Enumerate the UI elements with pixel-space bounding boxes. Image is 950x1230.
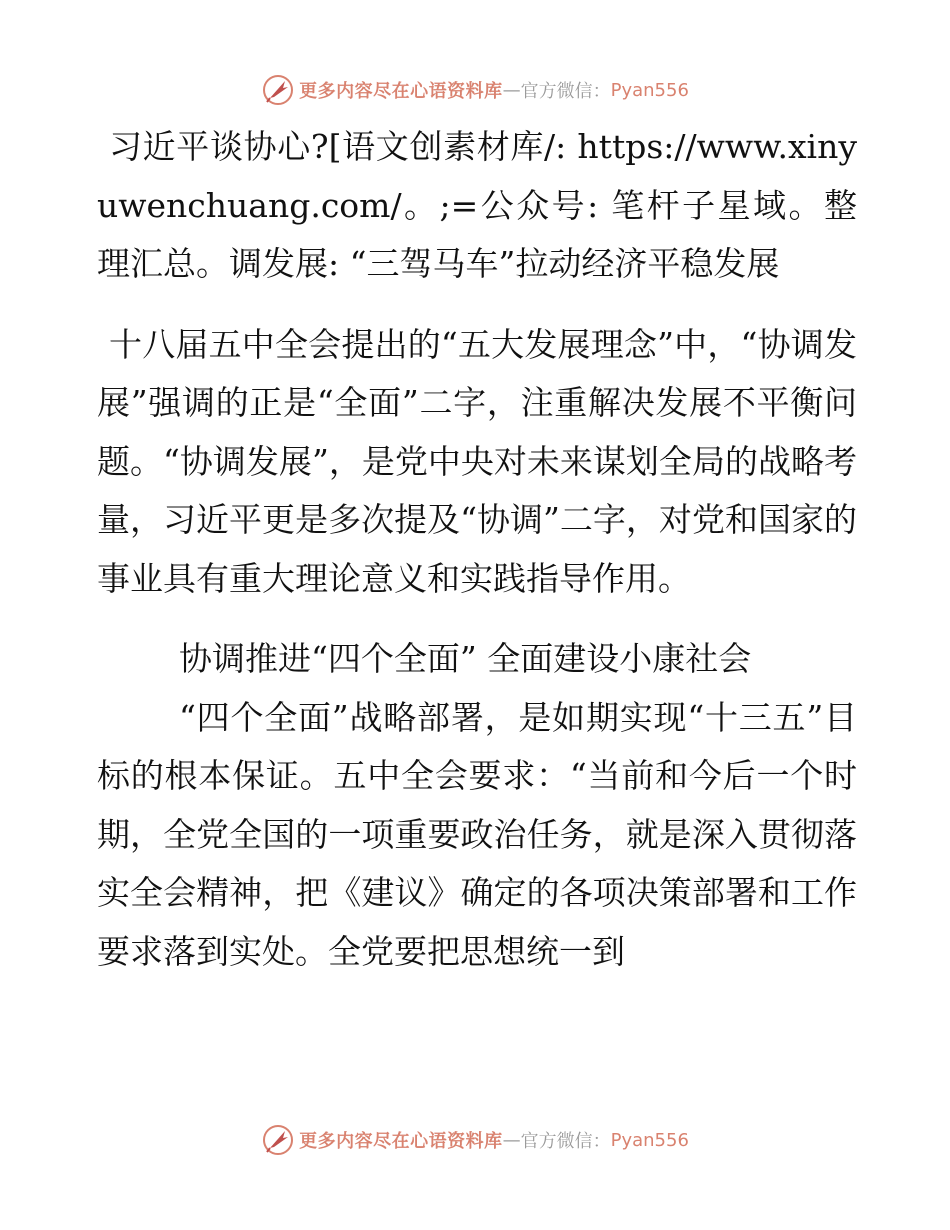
paragraph-concepts: 十八届五中全会提出的“五大发展理念”中，“协调发展”强调的正是“全面”二字，注重解决发展不平衡问题。“协调发展”，是党中央对未来谋划全局的战略考量，习近平更是多次提及“协调”二字，对党和国家的事业具有重大理论意义和实践指导作用。 [97,324,857,598]
document-body [97,118,857,981]
watermark-separator: — [502,1129,521,1151]
watermark-account: Pyan556 [610,79,689,101]
header-watermark [0,70,950,110]
paragraph-intro: 习近平谈协心?[语文创素材库/: https://www.xinyuwenchuang.com/。;=公众号: 笔杆子星域。整理汇总。调发展: “三驾马车”拉动经济平稳发展 [97,127,857,283]
watermark-label: 官方微信： [520,1131,611,1152]
watermark-brand: 更多内容尽在心语资料库 [299,1131,503,1152]
watermark-separator: — [502,79,521,101]
watermark-brand: 更多内容尽在心语资料库 [299,81,503,102]
paragraph-strategy: “四个全面”战略部署，是如期实现“十三五”目标的根本保证。五中全会要求：“当前和今后一个时期，全党全国的一项重要政治任务，就是深入贯彻落实全会精神，把《建议》确定的各项决策部署和工作要求落到实处。全党要把思想统一到 [97,697,857,971]
feather-pen-logo-icon [261,73,295,107]
watermark-account: Pyan556 [610,1129,689,1151]
watermark-label: 官方微信： [520,81,611,102]
footer-watermark [0,1120,950,1160]
feather-pen-logo-icon [261,1123,295,1157]
section-heading: 协调推进“四个全面” 全面建设小康社会 [179,639,752,678]
